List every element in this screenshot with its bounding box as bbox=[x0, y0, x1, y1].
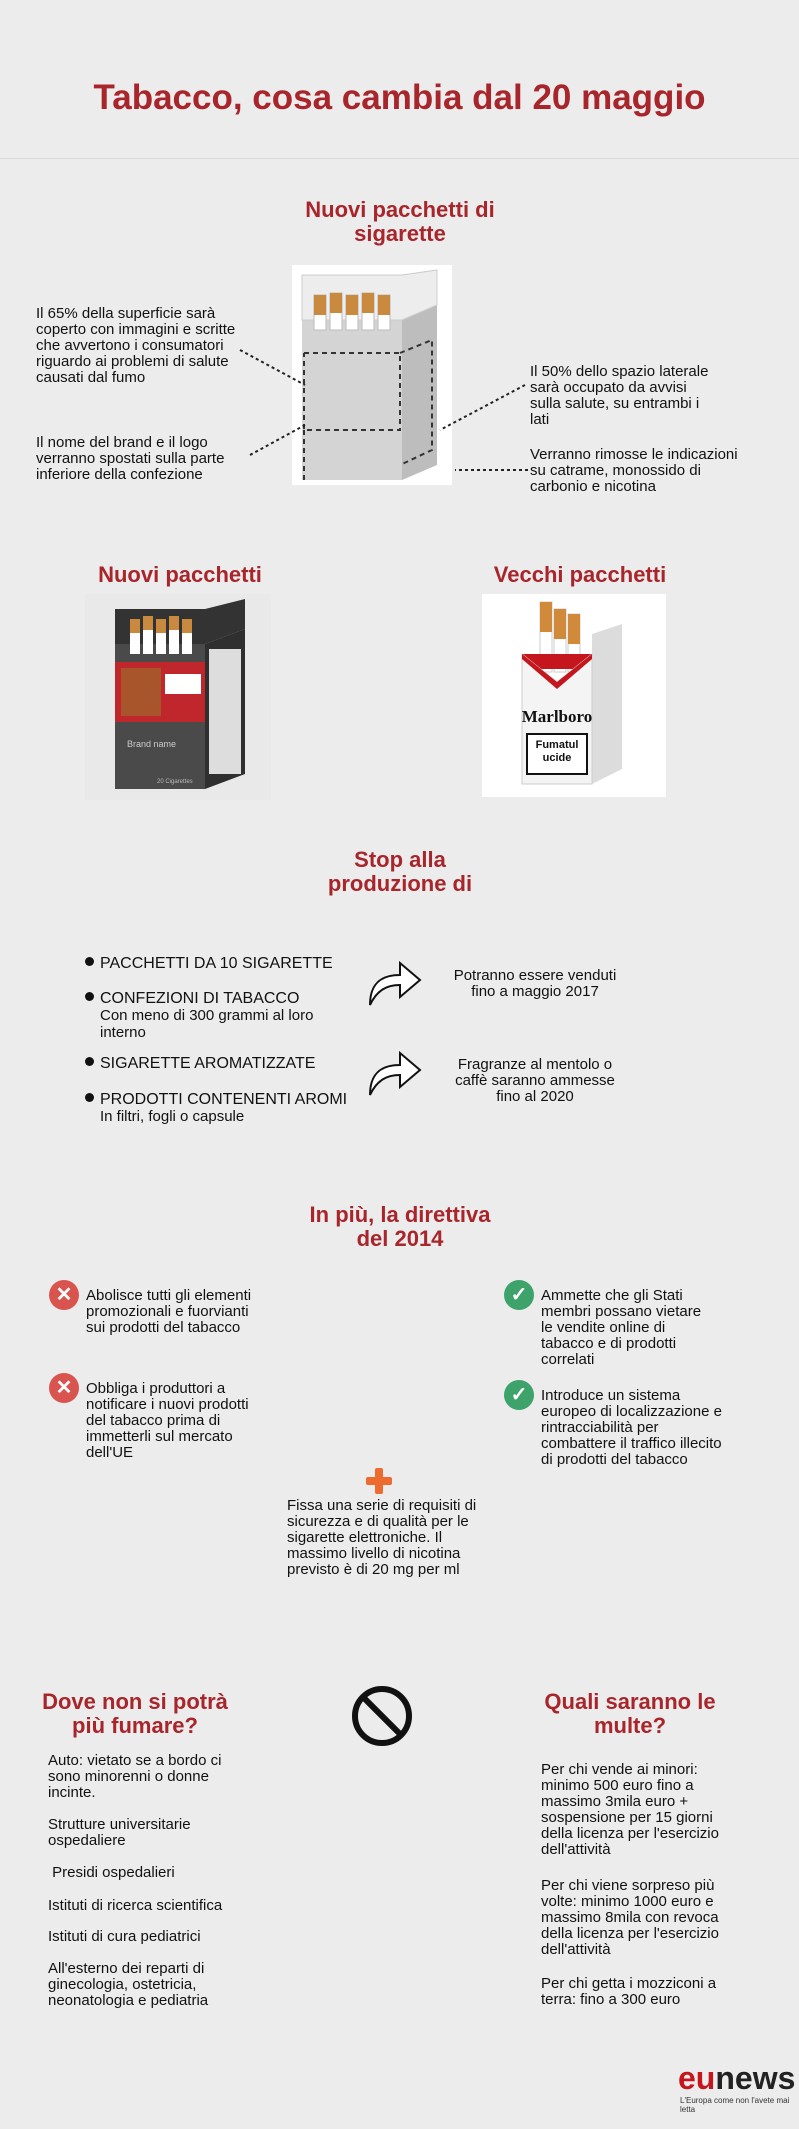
note-brand-logo: Il nome del brand e il logo verranno spostati sulla parte inferiore della confezione bbox=[36, 434, 225, 483]
section-title-stop: Stop alla produzione di bbox=[327, 847, 473, 896]
result-sell-until-2017: Potranno essere venduti fino a maggio 2017 bbox=[453, 967, 617, 1000]
place-university: Strutture universitarie ospedaliere bbox=[48, 1816, 191, 1849]
page-title: Tabacco, cosa cambia dal 20 maggio bbox=[93, 78, 706, 117]
check-icon: ✓ bbox=[504, 1380, 534, 1410]
section-title-no-smoking: Dove non si potrà più fumare? bbox=[42, 1689, 228, 1738]
section-title-new-packs: Nuovi pacchetti di sigarette bbox=[305, 197, 495, 246]
result-menthol-2020: Fragranze al mentolo o caffè saranno ammesse fino al 2020 bbox=[455, 1056, 615, 1105]
new-pack-count: 20 Cigarettes bbox=[157, 779, 193, 785]
note-side-50: Il 50% dello spazio laterale sarà occupato da avvisi sulla salute, su entrambi i lati bbox=[530, 363, 709, 428]
no-smoking-icon bbox=[350, 1684, 414, 1748]
logo-tagline: L'Europa come non l'avete mai letta bbox=[680, 2096, 790, 2114]
note-removed-info: Verranno rimosse le indicazioni su catrame, monossido di carbonio e nicotina bbox=[530, 446, 738, 495]
section-title-directive: In più, la direttiva del 2014 bbox=[309, 1202, 491, 1251]
stop-item-packs-10: PACCHETTI DA 10 SIGARETTE bbox=[85, 955, 333, 972]
stop-item-flavored: SIGARETTE AROMATIZZATE bbox=[85, 1055, 315, 1072]
fine-butts: Per chi getta i mozziconi a terra: fino a 300 euro bbox=[541, 1975, 717, 2008]
note-surface-65: Il 65% della superficie sarà coperto con immagini e scritte che avvertono i consumatori riguardo ai problemi di salute causati dal fumo bbox=[36, 305, 236, 386]
fine-repeat: Per chi viene sorpreso più volte: minimo 1000 euro e massimo 8mila con revoca della licenza per l'esercizio dell'attività bbox=[541, 1877, 719, 1958]
label-new-packs: Nuovi pacchetti bbox=[98, 562, 262, 587]
old-pack-warning: Fumatul ucide bbox=[535, 739, 579, 764]
place-hospital: Presidi ospedalieri bbox=[48, 1864, 175, 1881]
place-gynecology: All'esterno dei reparti di ginecologia, ostetricia, neonatologia e pediatria bbox=[48, 1960, 209, 2009]
new-pack-image bbox=[85, 594, 271, 800]
eunews-logo[interactable]: eunews bbox=[678, 2060, 796, 2096]
x-icon: ✕ bbox=[49, 1280, 79, 1310]
section-title-fines: Quali saranno le multe? bbox=[544, 1689, 716, 1738]
stop-item-aromas: PRODOTTI CONTENENTI AROMI In filtri, fogli o capsule bbox=[85, 1091, 347, 1125]
stop-item-tobacco: CONFEZIONI DI TABACCO Con meno di 300 grammi al loro interno bbox=[85, 990, 313, 1041]
plus-icon bbox=[366, 1468, 392, 1494]
new-pack-brand: Brand name bbox=[127, 739, 177, 749]
directive-abolish-promo: Abolisce tutti gli elementi promozionali e fuorvianti sui prodotti del tabacco bbox=[86, 1287, 252, 1336]
check-icon: ✓ bbox=[504, 1280, 534, 1310]
old-pack-image bbox=[482, 594, 666, 797]
place-pediatric: Istituti di cura pediatrici bbox=[48, 1928, 201, 1945]
x-icon: ✕ bbox=[49, 1373, 79, 1403]
old-pack-brand: Marlboro bbox=[521, 707, 593, 726]
fine-minors: Per chi vende ai minori: minimo 500 euro fino a massimo 3mila euro + sospensione per 15 giorni della licenza per l'esercizio dell'attività bbox=[541, 1761, 719, 1858]
label-old-packs: Vecchi pacchetti bbox=[493, 562, 667, 587]
directive-notify-products: Obbliga i produttori a notificare i nuovi prodotti del tabacco prima di immetterli sul mercato dell'UE bbox=[86, 1380, 249, 1461]
arrow-icon bbox=[365, 955, 425, 1010]
directive-tracking-system: Introduce un sistema europeo di localizzazione e rintracciabilità per combattere il traffico illecito di prodotti del tabacco bbox=[541, 1387, 722, 1468]
directive-online-ban: Ammette che gli Stati membri possano vietare le vendite online di tabacco e di prodotti correlati bbox=[541, 1287, 702, 1368]
directive-ecig-requirements: Fissa una serie di requisiti di sicurezza e di qualità per le sigarette elettroniche. Il massimo livello di nicotina previsto è di 20 mg per ml bbox=[287, 1497, 477, 1578]
place-car: Auto: vietato se a bordo ci sono minorenni o donne incinte. bbox=[48, 1752, 222, 1801]
arrow-icon bbox=[365, 1045, 425, 1100]
place-research: Istituti di ricerca scientifica bbox=[48, 1897, 223, 1914]
